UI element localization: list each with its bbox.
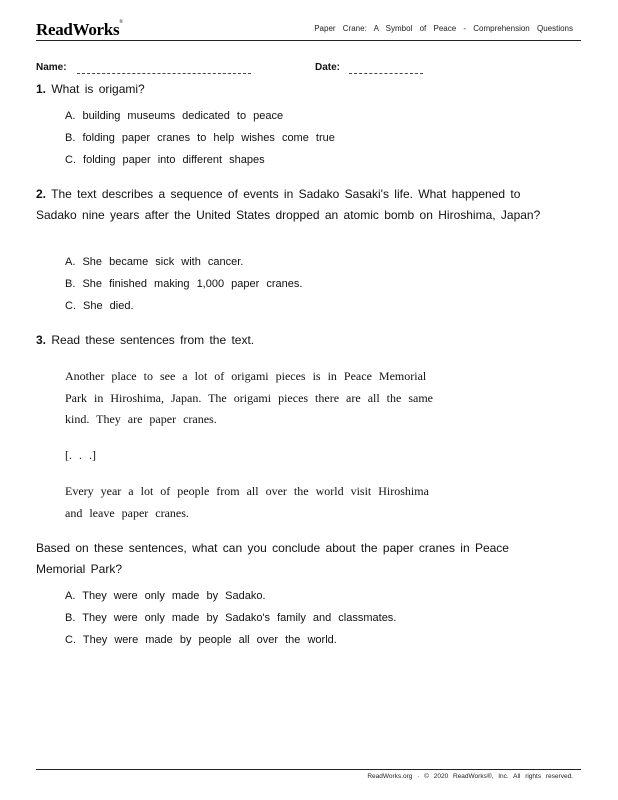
- page-footer: [36, 769, 581, 780]
- question-1-number: 1.: [36, 82, 47, 96]
- question-2-choice-b: B. She finished making 1,000 paper cranes.: [65, 278, 303, 290]
- question-3-text: Read these sentences from the text.: [51, 333, 255, 347]
- name-blank-line[interactable]: [77, 73, 251, 74]
- excerpt-paragraph-2: Every year a lot of people from all over the world visit Hiroshima and leave paper cranes.: [65, 484, 429, 520]
- question-3-choice-c: C. They were made by people all over the world.: [65, 634, 337, 646]
- question-2: [36, 184, 558, 225]
- question-1-choice-a: A. building museums dedicated to peace: [65, 110, 284, 122]
- question-3-choice-a: A. They were only made by Sadako.: [65, 590, 266, 602]
- name-label: Name:: [36, 62, 67, 73]
- logo-text: ReadWorks: [36, 20, 120, 39]
- question-3-choice-b: B. They were only made by Sadako's family and classmates.: [65, 612, 397, 624]
- date-label: Date:: [315, 62, 341, 73]
- question-2-number: 2.: [36, 187, 47, 201]
- logo-registered-mark: ®: [119, 20, 123, 25]
- excerpt-ellipsis: [. . .]: [65, 448, 96, 462]
- document-title: Paper Crane: A Symbol of Peace - Comprehension Questions: [314, 24, 573, 33]
- question-1-text: What is origami?: [51, 82, 145, 96]
- date-blank-line[interactable]: [349, 73, 423, 74]
- question-3-number: 3.: [36, 333, 47, 347]
- question-3-prompt: Based on these sentences, what can you conclude about the paper cranes in Peace Memorial Park?: [36, 541, 509, 576]
- question-1: [36, 79, 556, 100]
- question-3: [36, 330, 556, 351]
- question-2-choice-c: C. She died.: [65, 300, 134, 312]
- question-2-choice-a: A. She became sick with cancer.: [65, 256, 244, 268]
- page-header: [36, 14, 581, 41]
- question-1-choice-b: B. folding paper cranes to help wishes come true: [65, 132, 335, 144]
- copyright-text: ReadWorks.org · © 2020 ReadWorks®, Inc. All rights reserved.: [367, 773, 573, 780]
- question-1-choice-c: C. folding paper into different shapes: [65, 154, 265, 166]
- readworks-logo: [36, 20, 123, 40]
- question-2-text: The text describes a sequence of events in Sadako Sasaki's life. What happened to Sadako nine years after the United States dropped an atomic bomb on Hiroshima, Japan?: [36, 187, 541, 222]
- excerpt-paragraph-1: Another place to see a lot of origami pieces is in Peace Memorial Park in Hiroshima, Japan. The origami pieces there are all the same kind. They are paper cranes.: [65, 369, 433, 426]
- student-info-row: [36, 62, 581, 78]
